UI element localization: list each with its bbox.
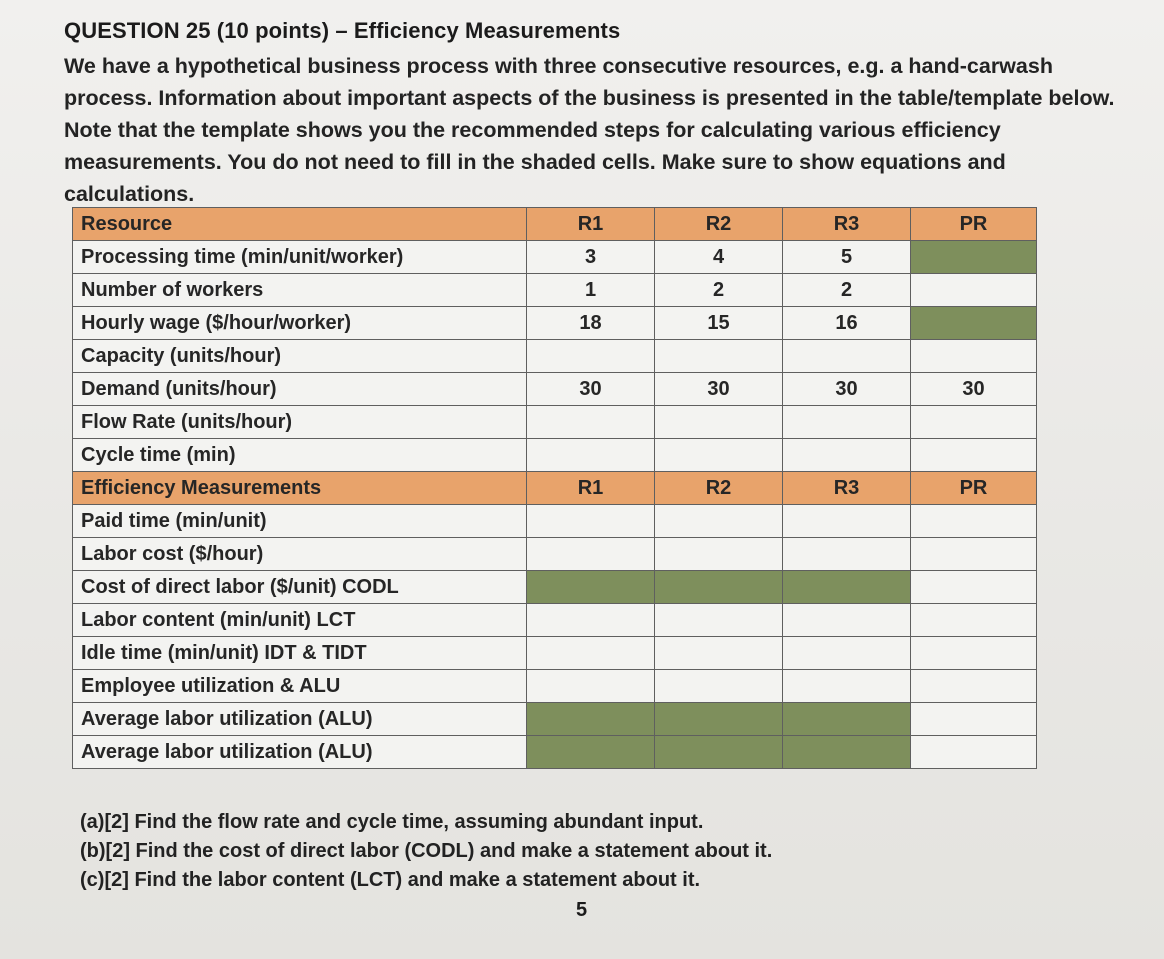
value-cell (783, 340, 911, 373)
shaded-cell (655, 571, 783, 604)
efficiency-template-table (72, 207, 1037, 769)
value-cell (911, 604, 1037, 637)
question-intro: We have a hypothetical business process with three consecutive resources, e.g. a hand-carwash process. Information about important aspects of the business is presented in the table/template below. Note that the template shows you the recommended steps for calculating various efficiency measurements. You do not need to fill in the shaded cells. Make sure to show equations and calculations. (64, 54, 1115, 206)
row-label-cell: Hourly wage ($/hour/worker) (73, 307, 527, 340)
table-row (73, 538, 1037, 571)
value-cell (911, 439, 1037, 472)
value-cell (655, 637, 783, 670)
value-cell (911, 505, 1037, 538)
value-cell: 30 (783, 373, 911, 406)
table-row (73, 274, 1037, 307)
value-cell: 4 (655, 241, 783, 274)
value-cell (911, 736, 1037, 769)
row-label-cell: Paid time (min/unit) (73, 505, 527, 538)
shaded-cell (783, 736, 911, 769)
table-row (73, 703, 1037, 736)
shaded-cell (911, 241, 1037, 274)
question-title: QUESTION 25 (10 points) – Efficiency Measurements (64, 18, 621, 43)
value-cell (911, 637, 1037, 670)
part-b: (b)[2] Find the cost of direct labor (CODL) and make a statement about it. (80, 840, 773, 862)
value-cell (783, 538, 911, 571)
value-cell: 3 (527, 241, 655, 274)
row-label-cell: Flow Rate (units/hour) (73, 406, 527, 439)
value-cell (527, 637, 655, 670)
table-header-row (73, 472, 1037, 505)
table-row (73, 571, 1037, 604)
header-cell: R1 (527, 208, 655, 241)
header-label-cell: Efficiency Measurements (73, 472, 527, 505)
value-cell: 15 (655, 307, 783, 340)
table-header-row (73, 208, 1037, 241)
value-cell: 1 (527, 274, 655, 307)
value-cell (911, 274, 1037, 307)
value-cell (527, 406, 655, 439)
row-label-cell: Average labor utilization (ALU) (73, 736, 527, 769)
value-cell: 16 (783, 307, 911, 340)
row-label-cell: Labor content (min/unit) LCT (73, 604, 527, 637)
table-row (73, 505, 1037, 538)
table-row (73, 241, 1037, 274)
header-cell: R2 (655, 208, 783, 241)
shaded-cell (527, 571, 655, 604)
value-cell: 30 (655, 373, 783, 406)
value-cell (911, 538, 1037, 571)
row-label-cell: Cost of direct labor ($/unit) CODL (73, 571, 527, 604)
row-label-cell: Employee utilization & ALU (73, 670, 527, 703)
table-row (73, 307, 1037, 340)
header-label-cell: Resource (73, 208, 527, 241)
row-label-cell: Idle time (min/unit) IDT & TIDT (73, 637, 527, 670)
header-cell: PR (911, 472, 1037, 505)
table-row (73, 604, 1037, 637)
row-label-cell: Average labor utilization (ALU) (73, 703, 527, 736)
value-cell (655, 340, 783, 373)
value-cell (527, 439, 655, 472)
header-cell: R3 (783, 208, 911, 241)
row-label-cell: Labor cost ($/hour) (73, 538, 527, 571)
question-parts (80, 808, 772, 895)
table-row (73, 736, 1037, 769)
value-cell (527, 538, 655, 571)
value-cell (655, 406, 783, 439)
shaded-cell (783, 571, 911, 604)
value-cell (655, 505, 783, 538)
header-cell: PR (911, 208, 1037, 241)
shaded-cell (527, 736, 655, 769)
value-cell (911, 406, 1037, 439)
part-a: (a)[2] Find the flow rate and cycle time, assuming abundant input. (80, 811, 704, 833)
value-cell (527, 340, 655, 373)
value-cell (783, 505, 911, 538)
value-cell (783, 604, 911, 637)
row-label-cell: Capacity (units/hour) (73, 340, 527, 373)
table-row (73, 340, 1037, 373)
table-row (73, 637, 1037, 670)
row-label-cell: Cycle time (min) (73, 439, 527, 472)
value-cell (655, 439, 783, 472)
row-label-cell: Processing time (min/unit/worker) (73, 241, 527, 274)
shaded-cell (655, 736, 783, 769)
value-cell (911, 340, 1037, 373)
value-cell (655, 538, 783, 571)
shaded-cell (527, 703, 655, 736)
value-cell (783, 670, 911, 703)
header-cell: R1 (527, 472, 655, 505)
value-cell: 30 (527, 373, 655, 406)
value-cell (527, 604, 655, 637)
shaded-cell (783, 703, 911, 736)
header-cell: R2 (655, 472, 783, 505)
value-cell (655, 670, 783, 703)
table-row (73, 670, 1037, 703)
table-row (73, 406, 1037, 439)
row-label-cell: Demand (units/hour) (73, 373, 527, 406)
value-cell (655, 604, 783, 637)
part-c: (c)[2] Find the labor content (LCT) and make a statement about it. (80, 869, 701, 891)
value-cell (783, 439, 911, 472)
value-cell (527, 670, 655, 703)
value-cell (783, 637, 911, 670)
table-row (73, 373, 1037, 406)
value-cell (783, 406, 911, 439)
value-cell (527, 505, 655, 538)
table-row (73, 439, 1037, 472)
value-cell: 2 (655, 274, 783, 307)
value-cell (911, 670, 1037, 703)
value-cell (911, 571, 1037, 604)
value-cell: 5 (783, 241, 911, 274)
page-number: 5 (576, 899, 588, 921)
value-cell (911, 703, 1037, 736)
value-cell: 2 (783, 274, 911, 307)
row-label-cell: Number of workers (73, 274, 527, 307)
shaded-cell (911, 307, 1037, 340)
value-cell: 18 (527, 307, 655, 340)
value-cell: 30 (911, 373, 1037, 406)
header-cell: R3 (783, 472, 911, 505)
shaded-cell (655, 703, 783, 736)
